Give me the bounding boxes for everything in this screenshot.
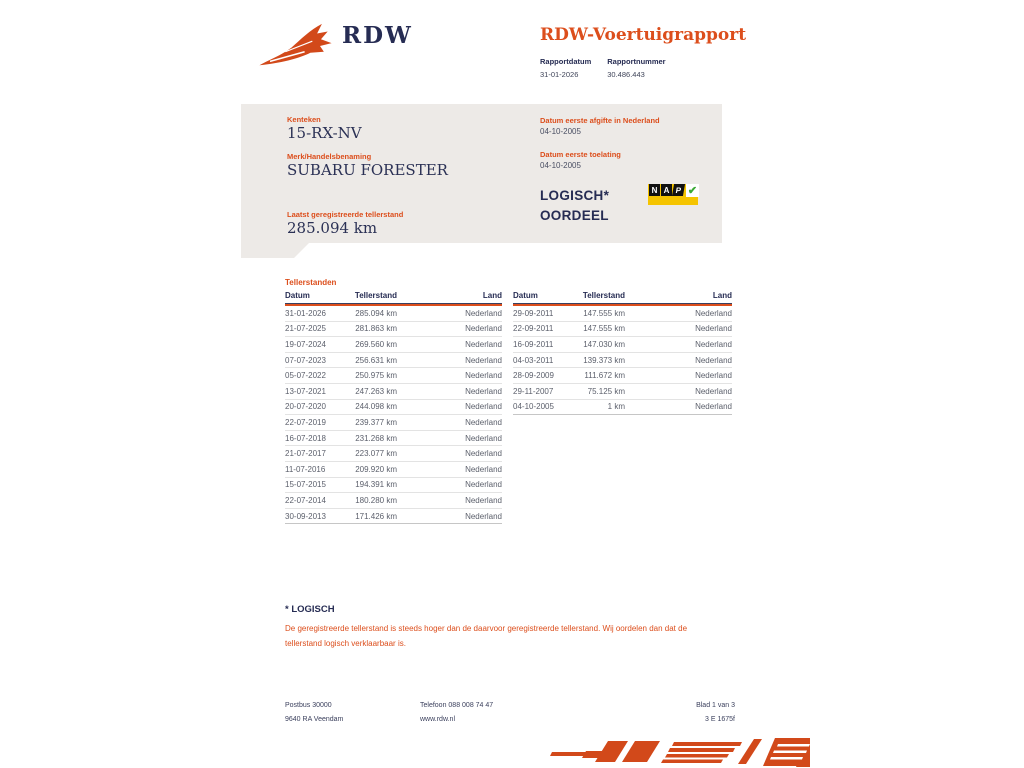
tellerstand-cell: 139.373 km [573,353,625,369]
datum-cell: 22-09-2011 [513,322,573,338]
footer-address [285,699,343,726]
column-header-land: Land [397,289,502,304]
toelating-value: 04-10-2005 [540,161,581,170]
rapportdatum-label: Rapportdatum [540,57,592,66]
column-header-tellerstand: Tellerstand [573,289,625,304]
datum-cell: 29-09-2011 [513,304,573,322]
land-cell: Nederland [397,415,502,431]
footer-website: www.rdw.nl [420,715,456,723]
rapportnummer-value: 30.486.443 [607,70,645,79]
tellerstand-cell: 244.098 km [345,400,397,416]
column-header-datum: Datum [285,289,345,304]
datum-cell: 04-10-2005 [513,400,573,416]
afgifte-value: 04-10-2005 [540,127,581,136]
oordeel-line1: LOGISCH* [540,188,610,203]
datum-cell: 22-07-2014 [285,493,345,509]
table-row [285,415,502,431]
datum-cell: 28-09-2009 [513,368,573,384]
table-row [285,493,502,509]
table-row [513,304,732,322]
land-cell: Nederland [397,368,502,384]
land-cell: Nederland [625,368,732,384]
rapportnummer-block [607,57,665,79]
tellerstand-cell: 147.555 km [573,322,625,338]
tellerstand-value: 285.094 km [287,219,378,237]
rdw-logo-text: RDW [342,22,413,49]
datum-cell: 21-07-2025 [285,322,345,338]
tellerstand-cell: 285.094 km [345,304,397,322]
page-title: RDW-Voertuigrapport [540,25,747,45]
table-row [285,337,502,353]
tellerstand-cell: 180.280 km [345,493,397,509]
table-row [513,384,732,400]
tellerstand-cell: 223.077 km [345,446,397,462]
land-cell: Nederland [397,400,502,416]
table-header-row [285,289,502,304]
nap-checkmark-icon: ✔ [687,185,698,197]
land-cell: Nederland [625,337,732,353]
footer-contact [420,699,493,726]
tellerstand-cell: 250.975 km [345,368,397,384]
land-cell: Nederland [397,337,502,353]
table-row [285,509,502,525]
tellerstand-cell: 281.863 km [345,322,397,338]
land-cell: Nederland [397,478,502,494]
tellerstand-cell: 256.631 km [345,353,397,369]
datum-cell: 16-07-2018 [285,431,345,447]
table-row [285,446,502,462]
table-row [285,368,502,384]
rapportnummer-label: Rapportnummer [607,57,666,66]
kenteken-label: Kenteken [287,115,321,124]
table-row [285,384,502,400]
nap-letter-a: A [661,184,672,196]
table-row [513,353,732,369]
panel-corner-tab [241,243,309,258]
tellerstanden-table-left [285,289,502,524]
footnote-text: De geregistreerde tellerstand is steeds hoger dan de daarvoor geregistreerde tellerstand. Wij oordelen dan dat de tellerstand logisch verklaarbaar is. [285,624,688,648]
land-cell: Nederland [397,304,502,322]
land-cell: Nederland [397,431,502,447]
table-row [513,368,732,384]
land-cell: Nederland [397,493,502,509]
oordeel-line2: OORDEEL [540,208,609,223]
table-row [285,462,502,478]
land-cell: Nederland [625,400,732,416]
table-row [285,353,502,369]
land-cell: Nederland [625,384,732,400]
tellerstand-cell: 239.377 km [345,415,397,431]
datum-cell: 19-07-2024 [285,337,345,353]
footer-city: 9640 RA Veendam [285,715,344,723]
datum-cell: 13-07-2021 [285,384,345,400]
datum-cell: 11-07-2016 [285,462,345,478]
land-cell: Nederland [397,384,502,400]
tellerstand-cell: 231.268 km [345,431,397,447]
tellerstand-cell: 194.391 km [345,478,397,494]
land-cell: Nederland [397,509,502,525]
tellerstand-cell: 247.263 km [345,384,397,400]
tellerstand-label: Laatst geregistreerde tellerstand [287,210,404,219]
nap-logo [648,184,698,205]
column-header-tellerstand: Tellerstand [345,289,397,304]
datum-cell: 20-07-2020 [285,400,345,416]
datum-cell: 05-07-2022 [285,368,345,384]
land-cell: Nederland [397,353,502,369]
footnote-title: * LOGISCH [285,604,335,615]
datum-cell: 30-09-2013 [285,509,345,525]
footer-postbus: Postbus 30000 [285,702,332,709]
oordeel-text [540,186,609,226]
tellerstand-cell: 1 km [573,400,625,416]
table-row [285,322,502,338]
table-row [513,322,732,338]
table-row [285,304,502,322]
report-meta [540,57,666,79]
land-cell: Nederland [397,462,502,478]
land-cell: Nederland [625,322,732,338]
tellerstand-cell: 111.672 km [573,368,625,384]
merk-value: SUBARU FORESTER [287,161,448,179]
footer-phone: Telefoon 088 008 74 47 [420,702,494,709]
tellerstand-cell: 147.555 km [573,304,625,322]
rdw-logo [256,20,413,70]
table-header-row [513,289,732,304]
rapportdatum-block [540,57,591,79]
table-row [285,478,502,494]
footer-pagination [635,699,735,726]
tellerstand-cell: 147.030 km [573,337,625,353]
vehicle-summary-panel [241,104,722,243]
column-header-datum: Datum [513,289,573,304]
table-row [285,431,502,447]
rapportdatum-value: 31-01-2026 [540,70,579,79]
column-header-land: Land [625,289,732,304]
datum-cell: 31-01-2026 [285,304,345,322]
table-row [513,337,732,353]
datum-cell: 16-09-2011 [513,337,573,353]
datum-cell: 29-11-2007 [513,384,573,400]
nap-letter-p: P [672,184,685,196]
tellerstand-cell: 209.920 km [345,462,397,478]
rdw-bird-icon [256,20,334,70]
datum-cell: 07-07-2023 [285,353,345,369]
speed-lines-graphic [542,736,810,767]
tellerstand-cell: 269.560 km [345,337,397,353]
land-cell: Nederland [625,304,732,322]
datum-cell: 22-07-2019 [285,415,345,431]
land-cell: Nederland [397,446,502,462]
footer-form-code: 3 E 1675f [705,715,735,723]
footer-page-number: Blad 1 van 3 [696,702,735,709]
kenteken-value: 15-RX-NV [287,124,362,142]
datum-cell: 15-07-2015 [285,478,345,494]
table-row [513,400,732,416]
datum-cell: 04-03-2011 [513,353,573,369]
tellerstanden-table-right [513,289,732,415]
merk-label: Merk/Handelsbenaming [287,152,372,161]
tellerstand-cell: 75.125 km [573,384,625,400]
table-row [285,400,502,416]
datum-cell: 21-07-2017 [285,446,345,462]
nap-letters [649,184,699,197]
tellerstanden-title: Tellerstanden [285,278,337,287]
land-cell: Nederland [397,322,502,338]
afgifte-label: Datum eerste afgifte in Nederland [540,116,660,125]
nap-letter-n: N [649,184,660,196]
land-cell: Nederland [625,353,732,369]
toelating-label: Datum eerste toelating [540,150,621,159]
tellerstand-cell: 171.426 km [345,509,397,525]
